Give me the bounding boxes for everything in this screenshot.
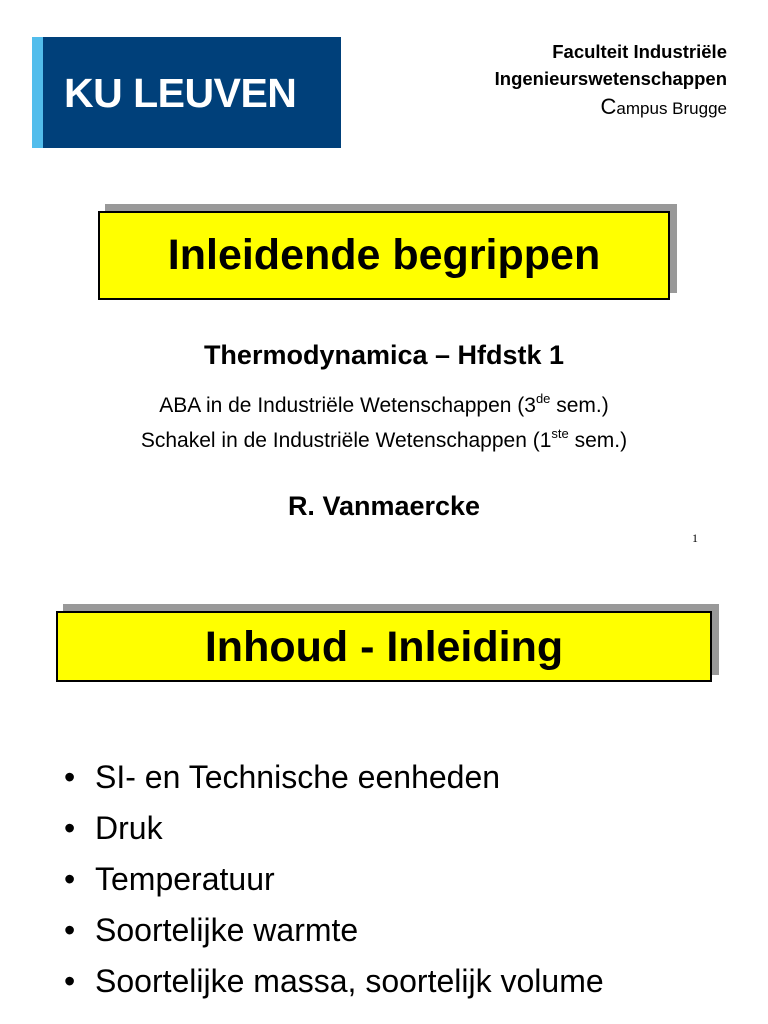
logo-text: KU LEUVEN: [64, 70, 297, 116]
program-line-1: [0, 391, 768, 423]
slide-2-title: Inhoud - Inleiding: [56, 611, 712, 682]
slide-1-title: Inleidende begrippen: [98, 211, 670, 300]
bullet-text: Druk: [95, 810, 163, 846]
bullet-dot: •: [64, 810, 76, 846]
bullet-dot: •: [64, 861, 76, 897]
author-name: R. Vanmaercke: [287, 491, 481, 521]
bullet-text: Temperatuur: [95, 861, 275, 897]
campus-name: [495, 92, 727, 124]
program-line-2: [0, 426, 768, 458]
bullet-dot: •: [64, 912, 76, 948]
bullet-item: [64, 752, 604, 803]
bullet-text: SI- en Technische eenheden: [95, 759, 501, 795]
page-number: 1: [692, 531, 698, 545]
faculty-line-2: Ingenieurswetenschappen: [494, 68, 727, 89]
campus-rest: ampus Brugge: [616, 99, 727, 118]
program-1-end: sem.): [550, 394, 609, 417]
program-1-sup: de: [535, 391, 551, 406]
bullet-dot: •: [64, 759, 76, 795]
logo-stripe: [32, 37, 43, 148]
bullet-dot: •: [64, 963, 76, 999]
bullet-item: [64, 956, 604, 1007]
content-bullet-list: [64, 752, 604, 1007]
bullet-item: [64, 905, 604, 956]
program-2-end: sem.): [568, 429, 628, 452]
faculty-line-1: Faculteit Industriële: [552, 41, 727, 62]
bullet-item: [64, 803, 604, 854]
bullet-item: [64, 854, 604, 905]
slide-1-subtitle: Thermodynamica – Hfdstk 1: [203, 340, 565, 370]
ku-leuven-logo: [32, 37, 341, 148]
program-2-sup: ste: [551, 426, 569, 441]
program-2-text: Schakel in de Industriële Wetenschappen (1: [140, 429, 552, 452]
program-1-text: ABA in de Industriële Wetenschappen (3: [159, 394, 536, 417]
campus-initial: C: [600, 94, 617, 119]
bullet-text: Soortelijke massa, soortelijk volume: [95, 963, 604, 999]
bullet-text: Soortelijke warmte: [95, 912, 359, 948]
faculty-block: [495, 38, 727, 124]
